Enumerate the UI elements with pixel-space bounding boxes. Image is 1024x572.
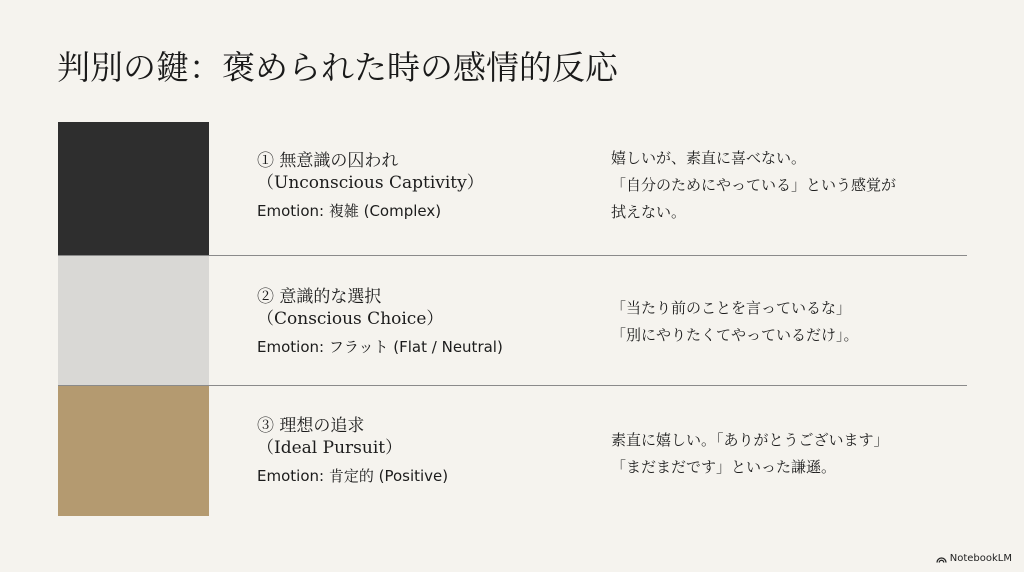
row-3-heading bbox=[257, 415, 577, 488]
row-2-title: ② 意識的な選択 bbox=[257, 287, 382, 307]
row-2-heading bbox=[257, 286, 577, 359]
page-title: 判別の鍵：褒められた時の感情的反応 bbox=[57, 48, 618, 87]
notebooklm-watermark bbox=[936, 553, 1012, 565]
row-3-description bbox=[611, 427, 981, 481]
row-3-emotion: Emotion: 肯定的 (Positive) bbox=[257, 467, 449, 485]
row-1-emotion: Emotion: 複雑 (Complex) bbox=[257, 202, 442, 220]
row-2-description bbox=[611, 295, 981, 349]
row-3-title: ③ 理想の追求 bbox=[257, 416, 365, 436]
notebooklm-logo-icon bbox=[936, 555, 947, 563]
row-1-color-swatch bbox=[58, 122, 209, 256]
row-3-description-line: 素直に嬉しい。「ありがとうございます」 bbox=[611, 431, 889, 449]
row-1-title: ① 無意識の囚われ bbox=[257, 151, 399, 171]
row-1-description-line: 嬉しいが、素直に喜べない。 bbox=[611, 149, 807, 167]
row-2-emotion: Emotion: フラット (Flat / Neutral) bbox=[257, 338, 503, 356]
row-2-description-line: 「当たり前のことを言っているな」 bbox=[611, 299, 852, 317]
row-3-description-line: 「まだまだです」といった謙遜。 bbox=[611, 458, 837, 476]
row-1-heading bbox=[257, 150, 577, 223]
row-1-description bbox=[611, 145, 981, 226]
brand-label: NotebookLM bbox=[949, 553, 1012, 564]
row-3-color-swatch bbox=[58, 386, 209, 516]
row-2-description-line: 「別にやりたくてやっているだけ」。 bbox=[611, 326, 859, 344]
row-1-subtitle: （Unconscious Captivity） bbox=[257, 173, 484, 193]
row-2-subtitle: （Conscious Choice） bbox=[257, 309, 444, 329]
row-3-subtitle: （Ideal Pursuit） bbox=[257, 438, 403, 458]
row-2-color-swatch bbox=[58, 256, 209, 386]
row-1-description-line: 「自分のためにやっている」という感覚が bbox=[611, 176, 897, 194]
row-1-description-line: 拭えない。 bbox=[611, 203, 687, 221]
